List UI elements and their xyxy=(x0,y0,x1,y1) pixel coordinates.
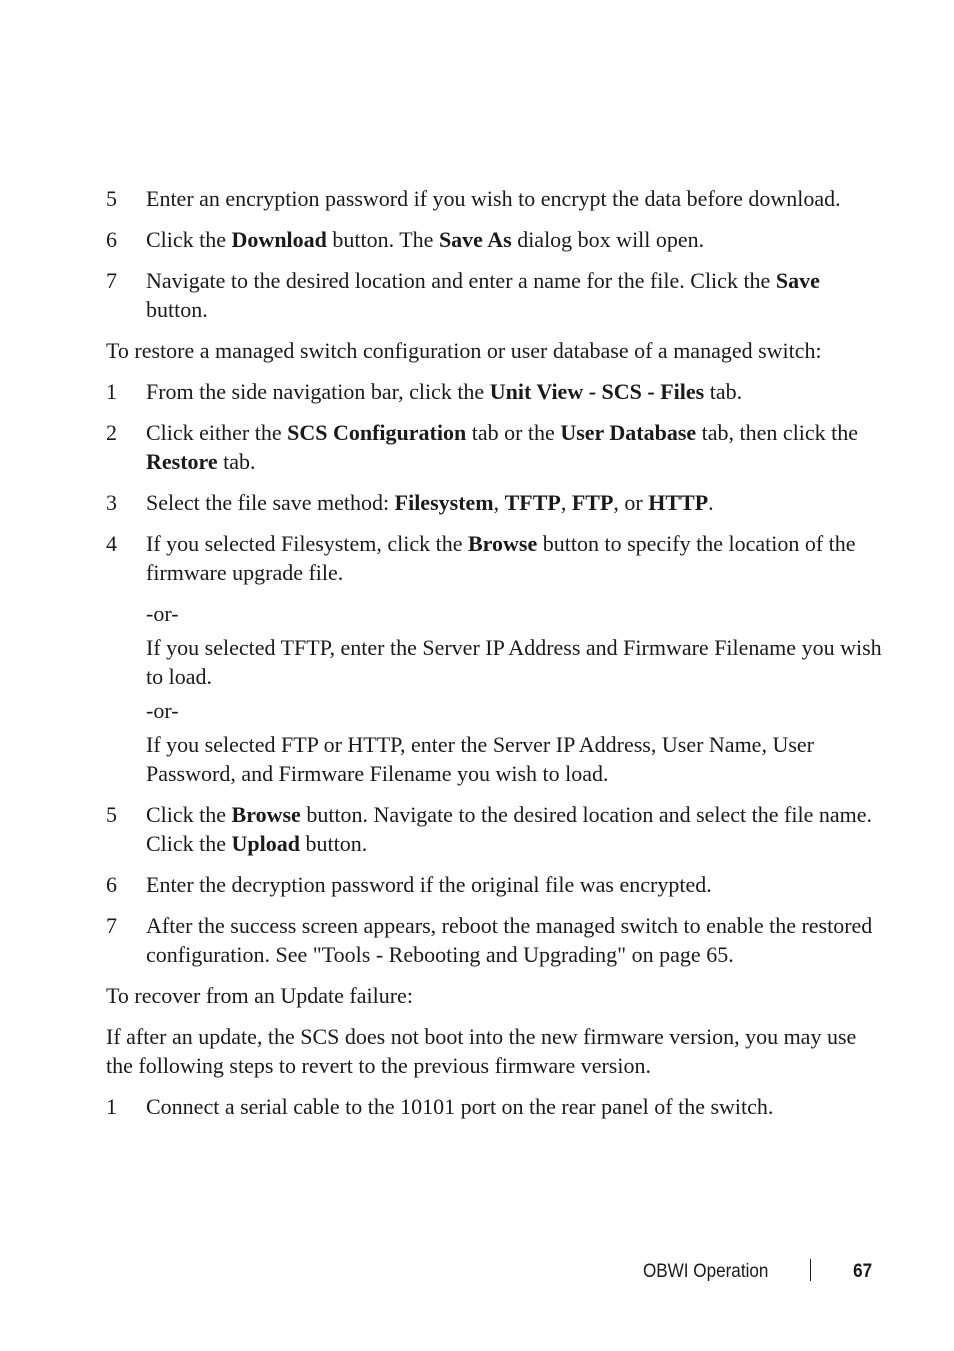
step-text: If you selected Filesystem, click the xyxy=(146,531,468,556)
step-text: button. Navigate to the desired location and select the file name. Click the xyxy=(146,802,873,856)
step-text: tab, then click the xyxy=(696,420,859,445)
step-number: 2 xyxy=(106,420,117,445)
page-number: 67 xyxy=(852,1261,872,1282)
list-item xyxy=(106,800,886,858)
steps-restore xyxy=(106,377,886,587)
step4-alternatives xyxy=(106,599,886,788)
steps-download xyxy=(106,184,886,324)
step-text: Enter the decryption password if the original file was encrypted. xyxy=(146,872,712,897)
step-number: 7 xyxy=(106,913,117,938)
ui-term: TFTP xyxy=(504,490,561,515)
footer-divider xyxy=(810,1259,811,1281)
step-text: Click the xyxy=(146,802,232,827)
ui-term: Restore xyxy=(146,449,218,474)
list-item xyxy=(106,911,886,969)
step-text: . xyxy=(708,490,714,515)
step-number: 5 xyxy=(106,802,117,827)
page-footer xyxy=(0,1257,954,1285)
step-text: button to specify the location of the firmware upgrade file. xyxy=(146,531,856,585)
step-text: button. xyxy=(300,831,368,856)
step-text: , xyxy=(493,490,505,515)
steps-recover xyxy=(106,1092,886,1121)
page-content xyxy=(106,184,886,1133)
step-number: 6 xyxy=(106,872,117,897)
ui-term: SCS Configuration xyxy=(287,420,467,445)
step-text: Click either the xyxy=(146,420,288,445)
step-number: 1 xyxy=(106,1094,117,1119)
alternative-instruction: If you selected TFTP, enter the Server IP Address and Firmware Filename you wish to load. xyxy=(146,635,882,689)
or-separator: -or- xyxy=(146,601,179,626)
steps-restore-continued xyxy=(106,800,886,969)
step-number: 4 xyxy=(106,531,117,556)
list-item xyxy=(106,418,886,476)
step-text: button. xyxy=(146,297,208,322)
ui-term: Filesystem xyxy=(394,490,494,515)
ui-term: Save As xyxy=(438,227,512,252)
step-number: 6 xyxy=(106,227,117,252)
alternative-instruction: If you selected FTP or HTTP, enter the Server IP Address, User Name, User Password, and Firmware Filename you wish to load. xyxy=(146,732,814,786)
step-text: tab or the xyxy=(466,420,561,445)
list-item xyxy=(106,225,886,254)
step-text: From the side navigation bar, click the xyxy=(146,379,490,404)
step-text: Select the file save method: xyxy=(146,490,395,515)
ui-term: User Database xyxy=(560,420,697,445)
list-item xyxy=(106,529,886,587)
step-text: dialog box will open. xyxy=(511,227,705,252)
ui-term: Browse xyxy=(231,802,301,827)
footer-section-title: OBWI Operation xyxy=(642,1261,768,1282)
list-item xyxy=(106,377,886,406)
step-text: tab. xyxy=(704,379,743,404)
ui-term: Browse xyxy=(467,531,538,556)
ui-term: Unit View - SCS - Files xyxy=(489,379,705,404)
list-item xyxy=(106,488,886,517)
recover-intro-paragraph: To recover from an Update failure: xyxy=(106,983,413,1008)
ui-term: Save xyxy=(775,268,820,293)
step-text: button. The xyxy=(326,227,439,252)
ui-term: FTP xyxy=(571,490,614,515)
step-text: , xyxy=(560,490,572,515)
step-number: 1 xyxy=(106,379,117,404)
step-text: Navigate to the desired location and enter a name for the file. Click the xyxy=(146,268,776,293)
step-text: Enter an encryption password if you wish to encrypt the data before download. xyxy=(146,186,841,211)
step-text: Click the xyxy=(146,227,232,252)
ui-term: Download xyxy=(231,227,327,252)
step-number: 3 xyxy=(106,490,117,515)
step-number: 7 xyxy=(106,268,117,293)
step-number: 5 xyxy=(106,186,117,211)
step-text: tab. xyxy=(217,449,256,474)
restore-intro-paragraph: To restore a managed switch configuration or user database of a managed switch: xyxy=(106,338,822,363)
list-item xyxy=(106,870,886,899)
update-failure-paragraph: If after an update, the SCS does not boot into the new firmware version, you may use the following steps to revert to the previous firmware version. xyxy=(106,1024,857,1078)
step-text: , or xyxy=(613,490,649,515)
ui-term: Upload xyxy=(231,831,301,856)
step-text: Connect a serial cable to the 10101 port on the rear panel of the switch. xyxy=(146,1094,774,1119)
list-item xyxy=(106,266,886,324)
list-item xyxy=(106,1092,886,1121)
or-separator: -or- xyxy=(146,698,179,723)
ui-term: HTTP xyxy=(648,490,709,515)
list-item xyxy=(106,184,886,213)
step-text: After the success screen appears, reboot the managed switch to enable the restored configuration. See "Tools - Rebooting and Upgrading" on page 65. xyxy=(146,913,873,967)
